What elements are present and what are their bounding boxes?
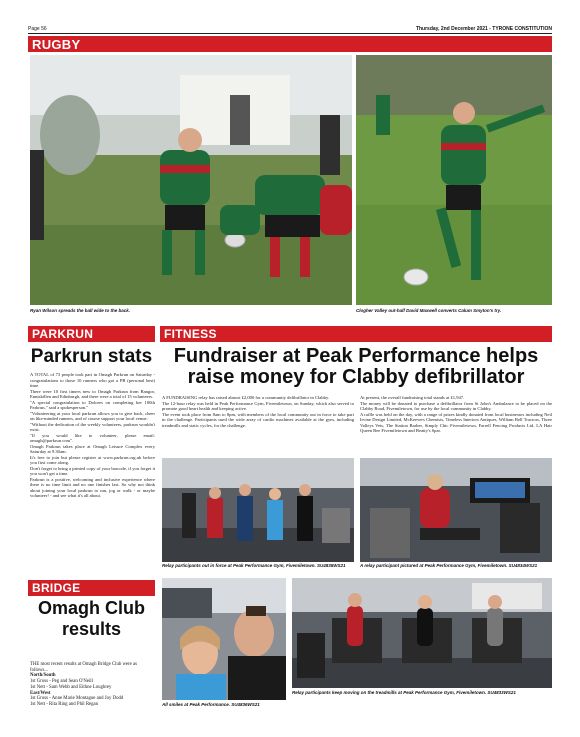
section-bridge: BRIDGE [28,580,155,596]
parkrun-paragraph: It's free to join but please register at www.parkrun.org.uk before you first come along. [30,454,155,465]
parkrun-paragraph: Don't forget to bring a printed copy of your barcode, if you forget it you won't get a time. [30,465,155,476]
parkrun-paragraph: Omagh Parkrun takes place at Omagh Leisure Complex every Saturday at 9.30am. [30,443,155,454]
parkrun-paragraph: "Volunteering at your local parkrun allows you to give back, cheer on like-minded runners, and of course support your local venue. [30,410,155,421]
fitness-photo-cycle [360,458,552,562]
fitness-paragraph: At present, the overall fundraising total stands at £1,947. [360,395,465,400]
fitness-caption-2: A relay participant pictured at Peak Performance Gym, Fivemiletown. SU4834WS21 [360,563,538,568]
fitness-body-col2 [360,395,552,434]
dateline: Thursday, 2nd December 2021 - TYRONE CONSTITUTION [415,26,552,32]
bridge-ew-heading: East/West [30,690,51,696]
fitness-headline: Fundraiser at Peak Performance helps raise money for Clabby defibrillator [173,345,539,388]
fitness-paragraph: The 12-hour relay was held in Peak Performance Gym, Fivemiletown, on Sunday, which also served to promote good heart health and keeping active. [162,400,354,411]
header-rule [28,33,552,34]
fitness-photo-treadmills [292,578,552,688]
bridge-result: 1st Nett - Rita Ring and Phil Regan [30,701,99,707]
section-fitness: FITNESS [160,326,552,342]
rugby-caption-left: Ryan Wilson spreads the ball wide to the back. [30,308,130,313]
parkrun-paragraph: "A special congratulation to Dolores on completing her 100th Parkrun," said a spokesperson." [30,399,155,410]
rugby-photo-scrum [30,55,352,305]
parkrun-paragraph: Parkrun is a positive, welcoming and inclusive experience where there is no time limit and no one finishes last. So why not think about joining your local parkrun to run, jog or walk - or maybe volunteer! - and see what it's all about. [30,476,155,498]
fitness-photo-group [162,458,354,562]
fitness-caption-3: All smiles at Peak Performance. SU4836WS21 [162,702,260,707]
bridge-result: 1st Gross - Peg and Sean O'Neill [30,679,93,685]
parkrun-paragraph: A TOTAL of 73 people took part in Omagh Parkrun on Saturday - congratulations to those 10 runners who got a PB (personal best) time. [30,372,155,388]
bridge-result: 1st Nett - Sam Webb and Eithne Loughrey [30,684,112,690]
section-parkrun: PARKRUN [28,326,155,342]
fitness-paragraph: The money will be donated to purchase a defibrillator from St John's Ambulance to be placed on the Clabby Road, Fivemiletown, for use by the local community in Clabby. [360,400,552,411]
fitness-paragraph: The event took place from 8am to 8pm, with members of the local community out in force to take part in the challenge. Participants used the wide array of cardio machines available at the gym, including treadmills and static cycles, for the challenge. [162,411,354,428]
parkrun-body [30,372,155,499]
fitness-paragraph: A raffle was held on the day, with a range of prizes kindly donated from local businesses including Neil Irvine Design Limited, McKeevers Chemists, Timeless Interiors Antiques, William Bell Tractors, Three Valleys Vets, The Station Barber, Simply Chic Fivemiletown, Farrell Fencing Products Ltd, LA Hair Queen Bee Fivemiletown and Beatty's Spar. [360,411,552,433]
parkrun-headline: Parkrun stats [30,346,153,367]
rugby-caption-right: Clogher Valley out-half David Maxwell converts Calum Smyton's try. [356,308,502,313]
section-rugby: RUGBY [28,36,552,52]
fitness-photo-selfie [162,578,286,700]
parkrun-paragraph: "If you would like to volunteer, please email: omagh@parkrun.com". [30,432,155,443]
fitness-paragraph: A FUNDRAISING relay has raised almost £2,000 for a community defibrillator in Clabby. [162,395,330,400]
bridge-result: 1st Gross - Anne Marie Montague and Joy Dodd [30,696,124,702]
rugby-photo-kick [356,55,552,305]
parkrun-paragraph: "Without the dedication of the weekly volunteers, parkrun wouldn't exist. [30,421,155,432]
bridge-headline: Omagh Club results [38,598,145,639]
fitness-caption-4: Relay participants keep moving on the treadmills at Peak Performance Gym, Fivemiletown. SU4833WS21 [292,690,516,695]
page-number: Page 56 [28,26,47,32]
fitness-body-col1 [162,395,354,428]
parkrun-paragraph: There were 10 first timers new to Omagh Parkrun from Bangor, Enniskillen and Edinburgh, and there were a total of 15 volunteers. [30,388,155,399]
bridge-intro: THE most recent results at Omagh Bridge Club were as follows... [30,662,137,673]
bridge-results [30,662,155,708]
fitness-caption-1: Relay participants out in force at Peak Performance Gym, Fivemiletown. SU4835WS21 [162,563,346,568]
bridge-ns-heading: North/South [30,673,56,679]
